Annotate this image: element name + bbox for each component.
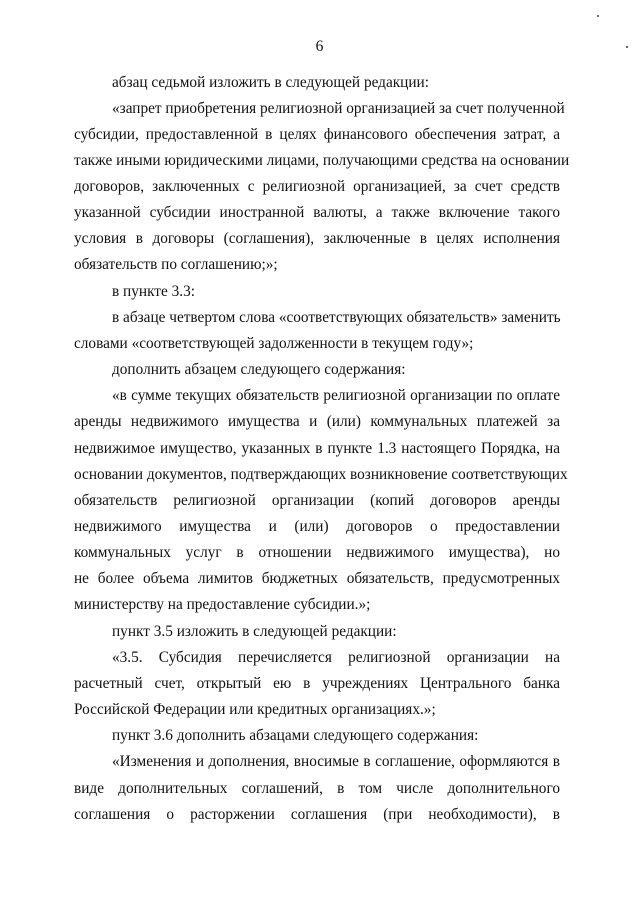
text-line: основании документов, подтверждающих возникновение соответствующих (74, 466, 568, 483)
text-line: министерству на предоставление субсидии.»; (74, 596, 371, 613)
text-line: Российской Федерации или кредитных организациях.»; (74, 701, 436, 718)
text-line: обязательств по соглашению;»; (74, 256, 278, 273)
text-line: не более объема лимитов бюджетных обязательств, предусмотренных (74, 570, 560, 587)
text-line: договоров, заключенных с религиозной организацией, за счет средств (74, 178, 560, 195)
text-line: коммунальных услуг в отношении недвижимого имущества), но (74, 544, 560, 561)
text-line: в пункте 3.3: (112, 283, 195, 300)
text-line: виде дополнительных соглашений, в том числе дополнительного (74, 780, 560, 797)
text-line: в абзаце четвертом слова «соответствующих обязательств» заменить (112, 309, 561, 326)
text-line: также иными юридическими лицами, получающими средства на основании (74, 152, 570, 169)
text-line: пункт 3.5 изложить в следующей редакции: (112, 623, 397, 640)
text-line: абзац седьмой изложить в следующей редакции: (112, 74, 429, 91)
text-line: пункт 3.6 дополнить абзацами следующего содержания: (112, 727, 479, 744)
text-line: «3.5. Субсидия перечисляется религиозной организации на (112, 649, 560, 666)
text-line: субсидии, предоставленной в целях финансового обеспечения затрат, а (74, 126, 560, 143)
text-line: «запрет приобретения религиозной организацией за счет полученной (112, 100, 565, 117)
text-line: аренды недвижимого имущества и (или) коммунальных платежей за (74, 413, 560, 430)
text-line: обязательств религиозной организации (копий договоров аренды (74, 492, 560, 509)
page-number: 6 (315, 38, 324, 55)
text-line: дополнить абзацем следующего содержания: (112, 361, 406, 378)
text-line: словами «соответствующей задолженности в текущем году»; (74, 335, 474, 352)
text-line: условия в договоры (соглашения), заключенные в целях исполнения (74, 230, 560, 247)
text-line: недвижимое имущество, указанных в пункте 1.3 настоящего Порядка, на (74, 440, 560, 457)
text-line: «в сумме текущих обязательств религиозной организации по оплате (112, 387, 560, 404)
text-line: недвижимого имущества и (или) договоров о предоставлении (74, 518, 560, 535)
text-line: расчетный счет, открытый ею в учреждениях Центрального банка (74, 675, 560, 692)
scan-speck (597, 15, 599, 17)
text-line: соглашения о расторжении соглашения (при необходимости), в (74, 806, 560, 823)
scan-speck (626, 46, 628, 48)
text-line: указанной субсидии иностранной валюты, а также включение такого (74, 204, 560, 221)
text-line: «Изменения и дополнения, вносимые в соглашение, оформляются в (112, 753, 560, 770)
